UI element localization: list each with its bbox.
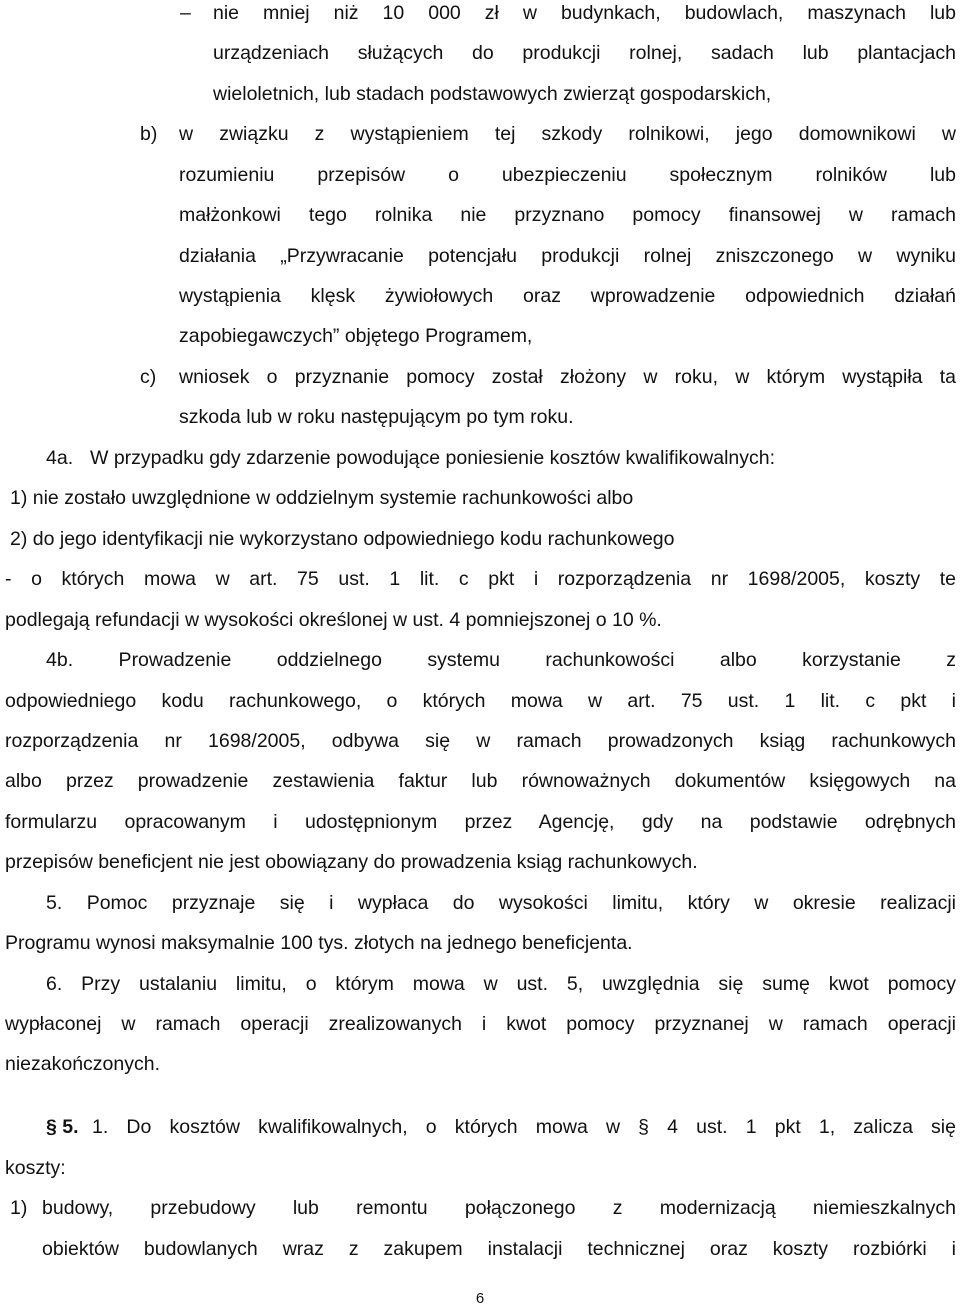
item-b-line-3: małżonkowi tego rolnika nie przyznano pomocy finansowej w ramach	[179, 204, 956, 226]
section-5-line-2: koszty:	[5, 1157, 66, 1179]
dash-marker: –	[180, 2, 191, 24]
p4b-line-1: 4b. Prowadzenie oddzielnego systemu rachunkowości albo korzystanie z	[46, 649, 956, 671]
item-b-line-4: działania „Przywracanie potencjału produkcji rolnej zniszczonego w wyniku	[179, 245, 956, 267]
p4a-item-2: 2) do jego identyfikacji nie wykorzystano odpowiedniego kodu rachunkowego	[10, 528, 675, 550]
page-number: 6	[475, 1290, 485, 1307]
p4b-line-3: rozporządzenia nr 1698/2005, odbywa się w ramach prowadzonych ksiąg rachunkowych	[5, 730, 956, 752]
p5-line-2: Programu wynosi maksymalnie 100 tys. złotych na jednego beneficjenta.	[5, 932, 633, 954]
item-c-line-1: wniosek o przyznanie pomocy został złożony w roku, w którym wystąpiła ta	[179, 366, 956, 388]
item-c-line-2: szkoda lub w roku następującym po tym roku.	[179, 406, 574, 428]
section-5-line-1: 1. Do kosztów kwalifikowalnych, o których mowa w § 4 ust. 1 pkt 1, zalicza się	[92, 1116, 956, 1138]
p4a-tail-line-1: - o których mowa w art. 75 ust. 1 lit. c pkt i rozporządzenia nr 1698/2005, koszty te	[5, 568, 956, 590]
p4b-line-5: formularzu opracowanym i udostępnionym przez Agencję, gdy na podstawie odrębnych	[5, 811, 956, 833]
p4b-line-6: przepisów beneficjent nie jest obowiązany do prowadzenia ksiąg rachunkowych.	[5, 851, 698, 873]
section-5-item-1-line-1: budowy, przebudowy lub remontu połączonego z modernizacją niemieszkalnych	[42, 1197, 956, 1219]
item-c-marker: c)	[140, 366, 157, 388]
p4a-tail-line-2: podlegają refundacji w wysokości określonej w ust. 4 pomniejszonej o 10 %.	[5, 609, 662, 631]
p4a-text: W przypadku gdy zdarzenie powodujące poniesienie kosztów kwalifikowalnych:	[90, 447, 776, 469]
section-5-item-1-line-2: obiektów budowlanych wraz z zakupem instalacji technicznej oraz koszty rozbiórki i	[42, 1238, 956, 1260]
item-b-line-5: wystąpienia klęsk żywiołowych oraz wprowadzenie odpowiednich działań	[179, 285, 956, 307]
p4b-line-4: albo przez prowadzenie zestawienia faktur lub równoważnych dokumentów księgowych na	[5, 770, 956, 792]
dash-item-line-2: urządzeniach służących do produkcji rolnej, sadach lub plantacjach	[213, 42, 956, 64]
p6-line-1: 6. Przy ustalaniu limitu, o którym mowa w ust. 5, uwzględnia się sumę kwot pomocy	[46, 973, 956, 995]
item-b-line-6: zapobiegawczych” objętego Programem,	[179, 325, 533, 347]
p4a-lead: 4a.	[46, 447, 74, 469]
item-b-line-2: rozumieniu przepisów o ubezpieczeniu społecznym rolników lub	[179, 164, 956, 186]
section-5-item-1-marker: 1)	[10, 1197, 28, 1219]
p4b-line-2: odpowiedniego kodu rachunkowego, o których mowa w art. 75 ust. 1 lit. c pkt i	[5, 690, 956, 712]
p4a-item-1: 1) nie zostało uwzględnione w oddzielnym systemie rachunkowości albo	[10, 487, 634, 509]
p5-line-1: 5. Pomoc przyznaje się i wypłaca do wysokości limitu, który w okresie realizacji	[46, 892, 956, 914]
dash-item-line-1: nie mniej niż 10 000 zł w budynkach, budowlach, maszynach lub	[213, 2, 956, 24]
dash-item-line-3: wieloletnich, lub stadach podstawowych zwierząt gospodarskich,	[213, 83, 772, 105]
item-b-marker: b)	[140, 123, 158, 145]
p6-line-2: wypłaconej w ramach operacji zrealizowanych i kwot pomocy przyznanej w ramach operacji	[5, 1013, 956, 1035]
item-b-line-1: w związku z wystąpieniem tej szkody rolnikowi, jego domownikowi w	[179, 123, 956, 145]
p6-line-3: niezakończonych.	[5, 1053, 161, 1075]
section-5-heading: § 5.	[46, 1116, 79, 1138]
